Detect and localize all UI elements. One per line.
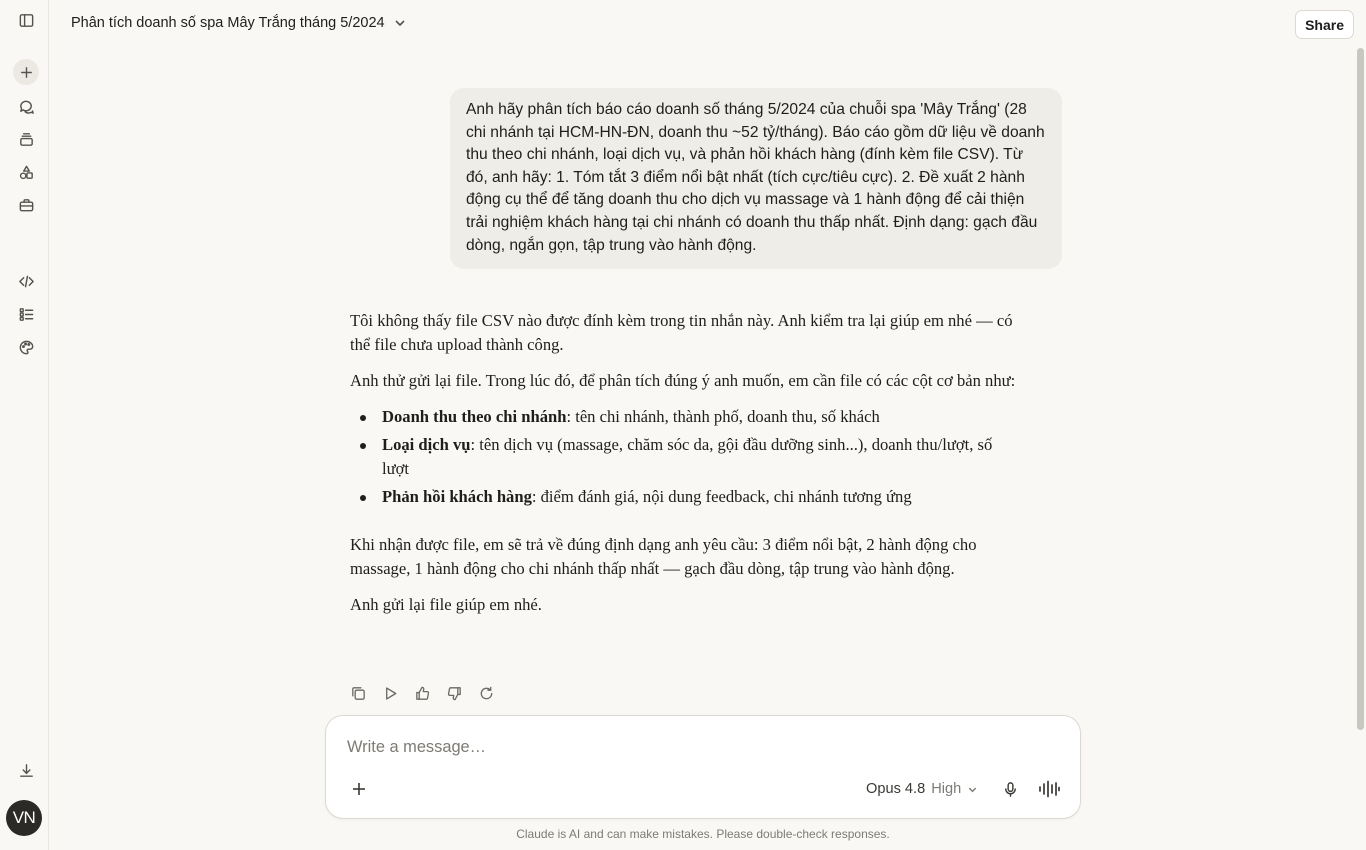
new-chat-button[interactable] <box>13 59 39 85</box>
download-icon <box>18 762 35 779</box>
model-selector[interactable] <box>866 778 978 800</box>
plus-icon <box>18 64 35 81</box>
artifacts-button[interactable] <box>13 159 39 185</box>
assistant-paragraph: Anh gửi lại file giúp em nhé. <box>350 595 542 614</box>
thumbs-down-button[interactable] <box>444 683 464 703</box>
read-aloud-button[interactable] <box>380 683 400 703</box>
voice-waveform-icon <box>1038 780 1060 798</box>
model-name: Opus 4.8 <box>866 781 926 797</box>
shapes-icon <box>18 164 35 181</box>
assistant-paragraph: Tôi không thấy file CSV nào được đính kèm trong tin nhắn này. Anh kiểm tra lại giúp em nhé — có thể file chưa upload thành công. <box>350 311 1013 354</box>
list-item-bold: Phản hồi khách hàng <box>382 487 532 506</box>
stack-icon <box>18 131 35 148</box>
thumbs-up-button[interactable] <box>412 683 432 703</box>
tasks-button[interactable] <box>13 301 39 327</box>
chats-button[interactable] <box>13 93 39 119</box>
assistant-bullet-list <box>350 405 1022 509</box>
microphone-icon <box>1002 781 1019 798</box>
list-item-text: : tên dịch vụ (massage, chăm sóc da, gội đầu dưỡng sinh...), doanh thu/lượt, số lượt <box>382 435 993 478</box>
top-bar <box>49 0 1366 48</box>
disclaimer: Claude is AI and can make mistakes. Please double-check responses. <box>516 827 890 841</box>
projects-button[interactable] <box>13 126 39 152</box>
voice-mode-button[interactable] <box>1036 777 1062 801</box>
list-item-bold: Doanh thu theo chi nhánh <box>382 407 567 426</box>
dictation-button[interactable] <box>999 777 1021 801</box>
message-input[interactable] <box>347 738 1047 757</box>
conversation-title-dropdown[interactable] <box>71 15 407 31</box>
copy-icon <box>350 685 367 702</box>
thumbs-down-icon <box>446 685 463 702</box>
message-actions <box>348 683 496 703</box>
list-item <box>350 405 1022 429</box>
retry-button[interactable] <box>476 683 496 703</box>
briefcase-icon <box>18 197 35 214</box>
list-item-text: : tên chi nhánh, thành phố, doanh thu, số khách <box>566 407 880 426</box>
chevron-down-icon <box>393 16 407 30</box>
list-item-text: : điểm đánh giá, nội dung feedback, chi nhánh tương ứng <box>531 487 912 506</box>
assistant-paragraph: Khi nhận được file, em sẽ trả về đúng định dạng anh yêu cầu: 3 điểm nổi bật, 2 hành động cho massage, 1 hành động cho chi nhánh thấp nhất — gạch đầu dòng, tập trung vào hành động. <box>350 535 977 578</box>
list-item <box>350 433 1022 481</box>
thumbs-up-icon <box>414 685 431 702</box>
toggle-sidebar-button[interactable] <box>13 7 39 33</box>
effort-level: High <box>931 781 962 797</box>
conversation-title: Phân tích doanh số spa Mây Trắng tháng 5/2024 <box>71 15 385 31</box>
chat-bubbles-icon <box>18 98 35 115</box>
download-button[interactable] <box>13 757 39 783</box>
assistant-message <box>350 309 1022 629</box>
sidebar <box>0 0 49 850</box>
styles-button[interactable] <box>13 334 39 360</box>
message-composer <box>325 715 1081 819</box>
plus-icon <box>351 781 367 797</box>
scrollbar[interactable] <box>1357 48 1364 730</box>
add-attachment-button[interactable] <box>348 778 370 800</box>
share-button[interactable]: Share <box>1295 10 1354 39</box>
copy-button[interactable] <box>348 683 368 703</box>
list-item <box>350 485 1022 509</box>
checklist-icon <box>18 306 35 323</box>
retry-icon <box>478 685 495 702</box>
palette-icon <box>18 339 35 356</box>
sidebar-icon <box>18 12 35 29</box>
play-icon <box>382 685 399 702</box>
code-button[interactable] <box>13 268 39 294</box>
user-message: Anh hãy phân tích báo cáo doanh số tháng 5/2024 của chuỗi spa 'Mây Trắng' (28 chi nhánh tại HCM-HN-ĐN, doanh thu ~52 tỷ/tháng). Báo cáo gồm dữ liệu về doanh thu theo chi nhánh, loại dịch vụ, và phản hồi khách hàng (đính kèm file CSV). Từ đó, anh hãy: 1. Tóm tắt 3 điểm nổi bật nhất (tích cực/tiêu cực). 2. Đề xuất 2 hành động cụ thể để tăng doanh thu cho dịch vụ massage và 1 hành động để cải thiện trải nghiệm khách hàng tại chi nhánh có doanh thu thấp nhất. Định dạng: gạch đầu dòng, ngắn gọn, tập trung vào hành động. <box>450 88 1062 269</box>
list-item-bold: Loại dịch vụ <box>382 435 471 454</box>
code-icon <box>18 273 35 290</box>
assistant-paragraph: Anh thử gửi lại file. Trong lúc đó, để phân tích đúng ý anh muốn, em cần file có các cột cơ bản như: <box>350 371 1016 390</box>
tools-button[interactable] <box>13 192 39 218</box>
chevron-down-icon <box>967 784 978 795</box>
avatar[interactable]: VN <box>6 800 42 836</box>
